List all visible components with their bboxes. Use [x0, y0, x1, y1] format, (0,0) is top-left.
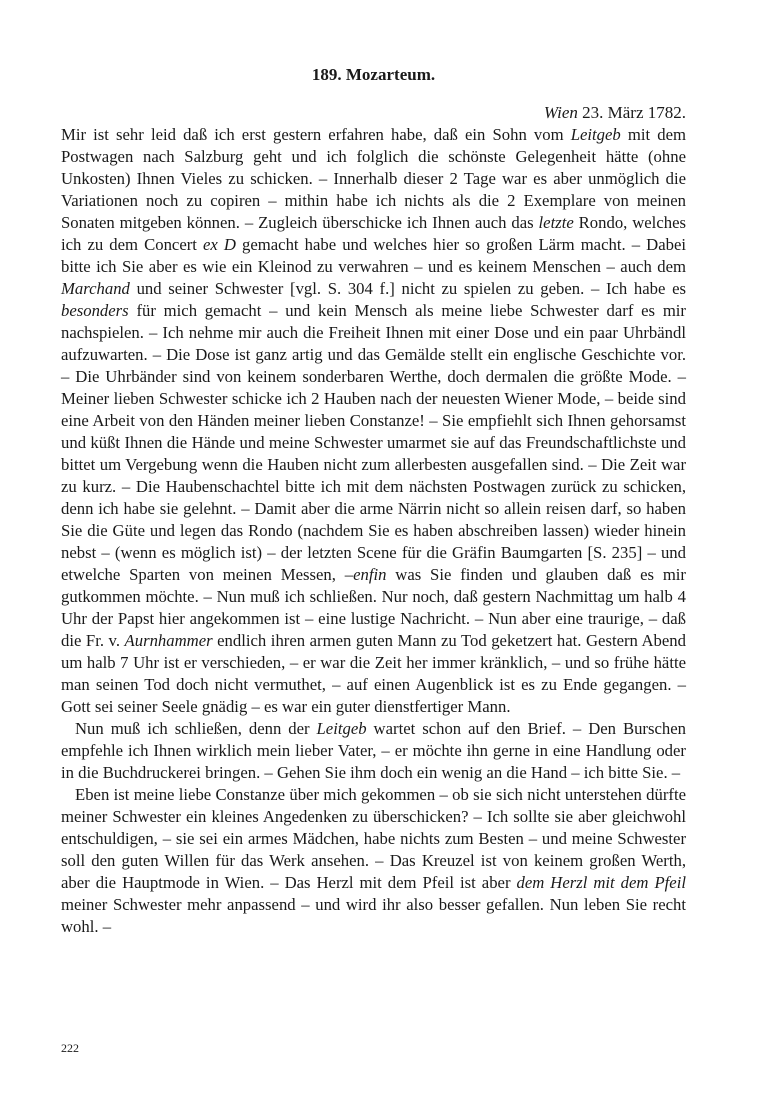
text-run: und seiner Schwester [vgl. S. 304 f.] nicht zu spielen zu geben. – Ich habe es: [129, 279, 686, 298]
italic-text: Aurnhammer: [124, 631, 213, 650]
italic-text: Leitgeb: [570, 125, 621, 144]
text-run: Nun muß ich schließen, denn der: [75, 719, 317, 738]
italic-text: besonders: [61, 301, 129, 320]
paragraph: [61, 718, 686, 784]
text-run: wartet schon auf den Brief. – Den Burschen empfehle ich Ihnen wirklich mein lieber Vater, – er möchte ihn gerne in eine Handlung oder in die Buchdruckerei bringen. – Gehen Sie ihm doch ein wenig an die Hand – ich bitte Sie. –: [61, 719, 686, 782]
letter-title: 189. Mozarteum.: [311, 65, 436, 84]
dateline-place: Wien: [543, 103, 578, 122]
text-run: endlich ihren armen guten Mann zu Tod geketzert hat. Gestern Abend um halb 7 Uhr ist er verschieden, – er war die Zeit her immer kränklich, – und so frühe hätte man seinen Tod doch nicht vermuthet, – auf einen Augenblick ist es zu Ende gegangen. – Gott sei seiner Seele gnädig – es war ein guter dienstfertiger Mann.: [61, 631, 686, 716]
text-run: gemacht habe und welches hier so großen Lärm macht. – Dabei bitte ich Sie aber es wie ein Kleinod zu verwahren – und es keinem Menschen – auch dem: [61, 235, 686, 276]
text-run: was Sie finden und glauben daß es mir gutkommen möchte. – Nun muß ich schließen. Nur noch, daß gestern Nachmittag um halb 4 Uhr der Papst hier angekommen ist – eine lustige Nachricht. – Nun aber eine traurige, – daß die Fr. v.: [61, 565, 686, 650]
italic-text: dem Herzl mit dem Pfeil: [516, 873, 686, 892]
page-number: 222: [61, 1041, 79, 1055]
text-run: Rondo, welches ich zu dem Concert: [61, 213, 686, 254]
italic-text: letzte: [538, 213, 574, 232]
italic-text: Marchand: [61, 279, 130, 298]
dateline: [61, 102, 686, 124]
italic-text: ex D: [203, 235, 236, 254]
text-run: meiner Schwester mehr anpassend – und wird ihr also besser gefallen. Nun leben Sie recht wohl. –: [61, 895, 686, 936]
italic-text: enfin: [353, 565, 387, 584]
paragraph: [61, 784, 686, 938]
text-run: mit dem Postwagen nach Salzburg geht und ich folglich die schönste Gelegenheit hätte (ohne Unkosten) Ihnen Vieles zu schicken. – Innerhalb dieser 2 Tage war es aber unmöglich die Variationen noch zu copiren – mithin habe ich nichts als die 2 Exemplare von meinen Sonaten mitgeben können. – Zugleich überschicke ich Ihnen auch das: [61, 125, 686, 232]
text-run: Mir ist sehr leid daß ich erst gestern erfahren habe, daß ein Sohn vom: [61, 125, 571, 144]
italic-text: Leitgeb: [316, 719, 367, 738]
text-run: Eben ist meine liebe Constanze über mich gekommen – ob sie sich nicht unterstehen dürfte meiner Schwester ein kleines Angedenken zu überschicken? – Ich sollte sie aber gleichwohl entschuldigen, – sie sei ein armes Mädchen, habe nichts zum Besten – und meine Schwester soll den guten Willen für das Werk ansehen. – Das Kreuzel ist von keinem großen Werth, aber die Hauptmode in Wien. – Das Herzl mit dem Pfeil ist aber: [61, 785, 686, 892]
paragraph: [61, 124, 686, 718]
dateline-date: 23. März 1782.: [577, 103, 686, 122]
text-run: für mich gemacht – und kein Mensch als meine liebe Schwester darf es mir nachspielen. – Ich nehme mir auch die Freiheit Ihnen mit einer Dose und ein paar Uhrbändl aufzuwarten. – Die Dose ist ganz artig und das Gemälde stellt ein englische Geschichte vor. – Die Uhrbänder sind von keinem sonderbaren Werthe, doch dermalen die größte Mode. – Meiner lieben Schwester schicke ich 2 Hauben nach der neuesten Wiener Mode, – beide sind eine Arbeit von den Händen meiner lieben Constanze! – Sie empfiehlt sich Ihnen gehorsamst und küßt Ihnen die Hände und meine Schwester umarmet sie auf das Freundschaftlichste und bittet um Vergebung wenn die Hauben nicht zum allerbesten ausgefallen sind. – Die Zeit war zu kurz. – Die Haubenschachtel bitte ich mit dem nächsten Postwagen zurück zu schicken, denn ich habe sie gelehnt. – Damit aber die arme Närrin nicht so allein reisen darf, so haben Sie die Güte und legen das Rondo (nachdem Sie es haben abschreiben lassen) wieder hinein nebst – (wenn es möglich ist) – der letzten Scene für die Gräfin Baumgarten [S. 235] – und etwelche Sparten von meinen Messen, –: [61, 301, 686, 584]
page-body: [61, 64, 686, 938]
